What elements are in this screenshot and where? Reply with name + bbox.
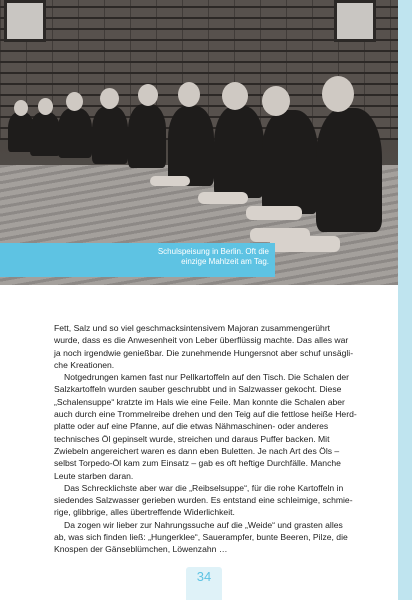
window-right xyxy=(334,0,376,42)
text-line: rige, glibbrige, alles übertreffende Widerlichkeit. xyxy=(54,507,235,518)
text-line: siedendes Salzwasser gerieben wurden. Es entstand eine schleimige, schmie- xyxy=(54,495,353,506)
child-figure xyxy=(168,106,214,186)
child-head xyxy=(322,76,354,112)
text-line: Leute starben daran. xyxy=(54,470,134,481)
caption-line: einzige Mahlzeit am Tag. xyxy=(181,257,269,266)
text-line: che Kreationen. xyxy=(54,359,115,370)
text-line: ab, was sich finden ließ: „Hungerklee“, Sauerampfer, bunte Beeren, Pilze, die xyxy=(54,532,348,543)
text-line: Knospen der Gänseblümchen, Löwenzahn … xyxy=(54,544,228,555)
paragraph xyxy=(54,322,370,371)
child-head xyxy=(14,100,28,116)
text-line: Salzkartoffeln wurden sauber geschrubbt und in Salzwasser gekocht. Diese xyxy=(54,384,342,395)
text-line: „Schalensuppe“ kratzte im Hals wie eine Feile. Man konnte die Schalen aber xyxy=(54,396,345,407)
text-line: Das Schrecklichste aber war die „Reibselsuppe“, für die rohe Kartoffeln in xyxy=(64,482,344,493)
paragraph xyxy=(54,519,370,556)
text-line: Da zogen wir lieber zur Nahrungssuche auf die „Weide“ und grasten alles xyxy=(64,519,343,530)
text-line: platte oder auf eine Pfanne, auf die etwas Nähmaschinen- oder anderes xyxy=(54,421,329,432)
window-left xyxy=(4,0,46,42)
page-edge-strip xyxy=(398,0,412,600)
child-figure xyxy=(92,106,128,164)
child-figure xyxy=(58,108,92,158)
text-line: auch durch eine Trommelreibe drehen und den Teig auf die fettlose heiße Herd- xyxy=(54,409,357,420)
child-head xyxy=(100,88,119,109)
paragraph xyxy=(54,371,370,482)
child-head xyxy=(138,84,158,106)
text-line: selbst Torpedo-Öl kam zum Einsatz – gab es oft heftige Durchfälle. Manche xyxy=(54,458,341,469)
child-leg xyxy=(198,192,248,204)
text-line: wurde, dass es die Anwesenheit von Leber überflüssig machte. Das alles war xyxy=(54,335,349,346)
paragraph xyxy=(54,482,370,519)
child-head xyxy=(262,86,290,116)
child-leg xyxy=(250,228,310,242)
text-line: technisches Öl gepinselt wurde, streichen und daraus Puffer backen. Mit xyxy=(54,433,330,444)
child-head xyxy=(178,82,200,107)
page-number: 34 xyxy=(196,569,212,584)
child-head xyxy=(38,98,53,115)
child-head xyxy=(222,82,248,110)
child-figure xyxy=(30,112,60,156)
child-figure xyxy=(128,104,166,168)
text-line: Fett, Salz und so viel geschmacksintensivem Majoran zusammengerührt xyxy=(54,323,331,333)
caption-line: Schulspeisung in Berlin. Oft die xyxy=(157,247,269,256)
child-leg xyxy=(150,176,190,186)
child-figure xyxy=(262,110,318,214)
photo-caption xyxy=(0,243,275,277)
child-leg xyxy=(246,206,302,220)
body-text xyxy=(54,322,370,556)
text-line: Notgedrungen kamen fast nur Pellkartoffeln auf den Tisch. Die Schalen der xyxy=(64,372,350,383)
child-figure xyxy=(316,108,382,232)
child-head xyxy=(66,92,83,111)
child-figure xyxy=(214,106,264,198)
text-line: Zwiebeln angereichert waren es dann eben Buletten. Je nach Art des Öls – xyxy=(54,445,340,456)
text-line: ja noch irgendwie genießbar. Die zunehmende Hungersnot aber schuf unsägli- xyxy=(54,347,354,358)
